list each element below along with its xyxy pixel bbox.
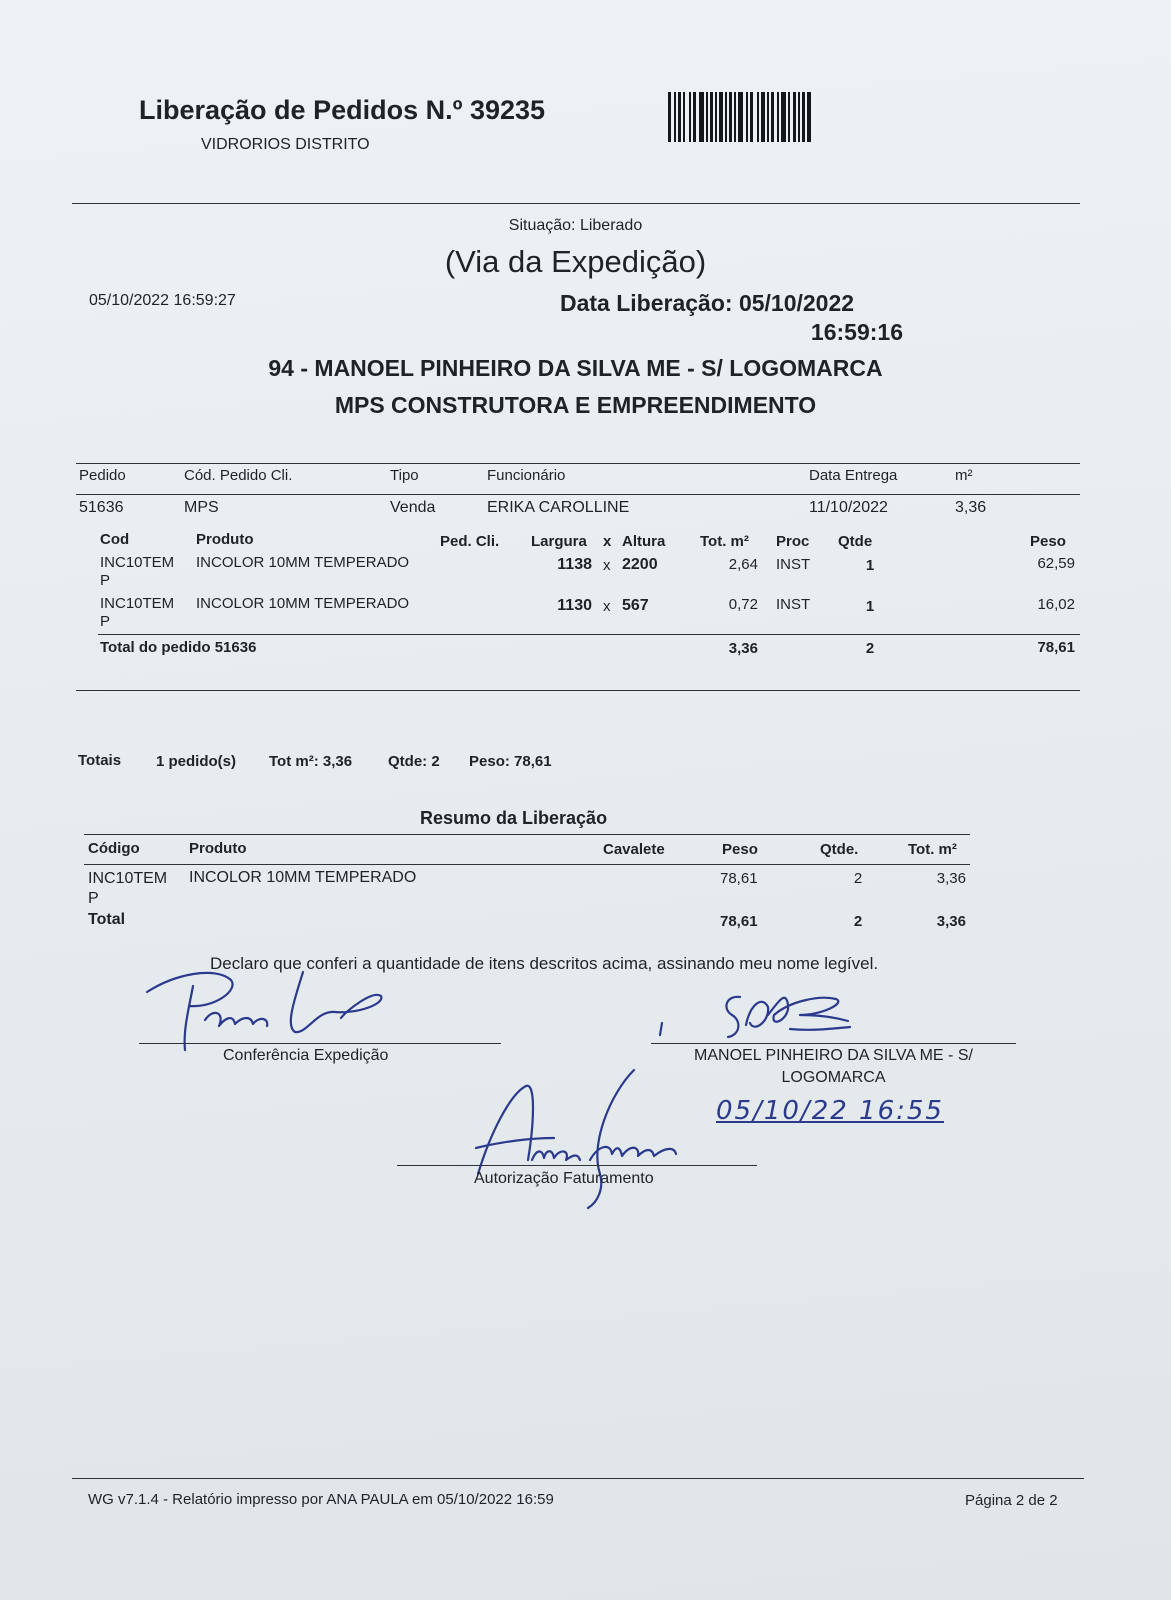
items-col-qtde: Qtde <box>838 533 873 550</box>
summary-title: Resumo da Liberação <box>420 808 608 828</box>
divider <box>76 463 1080 464</box>
summary-row-code: INC10TEM P <box>88 870 168 907</box>
item-product: INCOLOR 10MM TEMPERADO <box>196 554 410 571</box>
company-name: VIDRORIOS DISTRITO <box>201 136 370 153</box>
client-order-code: MPS <box>184 499 219 516</box>
items-col-ped-cli: Ped. Cli. <box>440 533 500 550</box>
item-qty: 1 <box>865 598 875 615</box>
items-col-cod: Cod <box>100 531 130 548</box>
summary-col-tot-m2: Tot. m² <box>908 841 957 858</box>
divider <box>84 834 970 835</box>
order-m2: 3,36 <box>955 499 987 516</box>
barcode-icon <box>668 92 846 142</box>
item-x: x <box>603 598 611 615</box>
document-title: Liberação de Pedidos N.º 39235 <box>139 95 546 125</box>
summary-col-produto: Produto <box>189 840 247 857</box>
signature-expedicao <box>135 968 415 1058</box>
col-data-entrega: Data Entrega <box>809 467 898 484</box>
item-code: INC10TEM P <box>100 595 175 630</box>
item-tot-m2: 2,64 <box>728 556 758 573</box>
item-width: 1130 <box>557 597 592 614</box>
client-signature-name: MANOEL PINHEIRO DA SILVA ME - S/ <box>694 1047 973 1064</box>
divider <box>76 690 1080 691</box>
item-weight: 16,02 <box>1037 596 1075 613</box>
summary-total-qty: 2 <box>853 913 863 930</box>
col-m2: m² <box>955 467 973 484</box>
signature-client <box>650 985 880 1045</box>
col-tipo: Tipo <box>390 467 419 484</box>
order-number: 51636 <box>79 499 124 516</box>
item-tot-m2: 0,72 <box>728 596 758 613</box>
totals-m2: Tot m²: 3,36 <box>269 753 353 770</box>
release-time: 16:59:16 <box>810 319 903 345</box>
items-col-altura: Altura <box>622 533 666 550</box>
totals-weight: Peso: 78,61 <box>469 753 552 770</box>
items-col-tot-m2: Tot. m² <box>700 533 749 550</box>
summary-col-qtde: Qtde. <box>820 841 859 858</box>
divider <box>72 1478 1084 1479</box>
release-date: Data Liberação: 05/10/2022 <box>560 290 855 316</box>
summary-col-codigo: Código <box>88 840 140 857</box>
handwritten-date: 05/10/22 16:55 <box>716 1096 944 1126</box>
items-col-x: x <box>603 533 612 550</box>
signature-line <box>139 1043 501 1044</box>
item-product: INCOLOR 10MM TEMPERADO <box>196 595 410 612</box>
copy-label: (Via da Expedição) <box>444 244 707 279</box>
item-weight: 62,59 <box>1037 555 1075 572</box>
print-datetime: 05/10/2022 16:59:27 <box>89 292 236 309</box>
page-number: Página 2 de 2 <box>965 1492 1058 1509</box>
order-total-qty: 2 <box>865 640 875 657</box>
summary-total-weight: 78,61 <box>720 913 758 930</box>
items-col-proc: Proc <box>776 533 810 550</box>
divider <box>72 203 1080 204</box>
client-signature-name-2: LOGOMARCA <box>781 1069 886 1086</box>
item-proc: INST <box>776 596 811 613</box>
autorizacao-label: Autorização Faturamento <box>474 1170 654 1187</box>
order-total-m2: 3,36 <box>728 640 758 657</box>
expedicao-label: Conferência Expedição <box>223 1047 389 1064</box>
summary-row-m2: 3,36 <box>936 870 966 887</box>
col-pedido: Pedido <box>79 467 126 484</box>
order-total-label: Total do pedido 51636 <box>100 639 257 656</box>
divider <box>98 634 1080 635</box>
item-height: 2200 <box>622 556 658 573</box>
totals-qty: Qtde: 2 <box>388 753 440 770</box>
summary-row-qty: 2 <box>853 870 863 887</box>
item-code: INC10TEM P <box>100 554 175 589</box>
col-funcionario: Funcionário <box>487 467 566 484</box>
status-label: Situação: Liberado <box>508 217 643 234</box>
signature-line <box>397 1165 757 1166</box>
summary-row-product: INCOLOR 10MM TEMPERADO <box>189 869 417 886</box>
totals-label: Totais <box>78 752 122 769</box>
item-qty: 1 <box>865 557 875 574</box>
divider <box>84 864 970 865</box>
col-cod-pedido-cli: Cód. Pedido Cli. <box>184 467 293 484</box>
divider <box>76 494 1080 495</box>
item-proc: INST <box>776 556 811 573</box>
signature-autorizacao <box>470 1064 700 1214</box>
declaration-text: Declaro que conferi a quantidade de itens descritos acima, assinando meu nome legível. <box>210 954 879 973</box>
footer-print-info: WG v7.1.4 - Relatório impresso por ANA PAULA em 05/10/2022 16:59 <box>88 1491 554 1508</box>
items-col-largura: Largura <box>531 533 587 550</box>
item-width: 1138 <box>557 556 592 573</box>
client-name: 94 - MANOEL PINHEIRO DA SILVA ME - S/ LOGOMARCA <box>268 355 883 381</box>
items-col-produto: Produto <box>196 531 254 548</box>
order-type: Venda <box>390 499 436 516</box>
totals-orders: 1 pedido(s) <box>156 753 237 770</box>
summary-total-label: Total <box>88 911 126 928</box>
employee: ERIKA CAROLLINE <box>487 499 630 516</box>
summary-total-m2: 3,36 <box>936 913 966 930</box>
summary-row-weight: 78,61 <box>720 870 758 887</box>
delivery-date: 11/10/2022 <box>809 499 888 516</box>
order-total-weight: 78,61 <box>1037 639 1075 656</box>
summary-col-peso: Peso <box>722 841 758 858</box>
item-x: x <box>603 557 611 574</box>
summary-col-cavalete: Cavalete <box>603 841 665 858</box>
items-col-peso: Peso <box>1030 533 1066 550</box>
item-height: 567 <box>622 597 649 614</box>
signature-line <box>651 1043 1016 1044</box>
client-company: MPS CONSTRUTORA E EMPREENDIMENTO <box>334 392 817 418</box>
